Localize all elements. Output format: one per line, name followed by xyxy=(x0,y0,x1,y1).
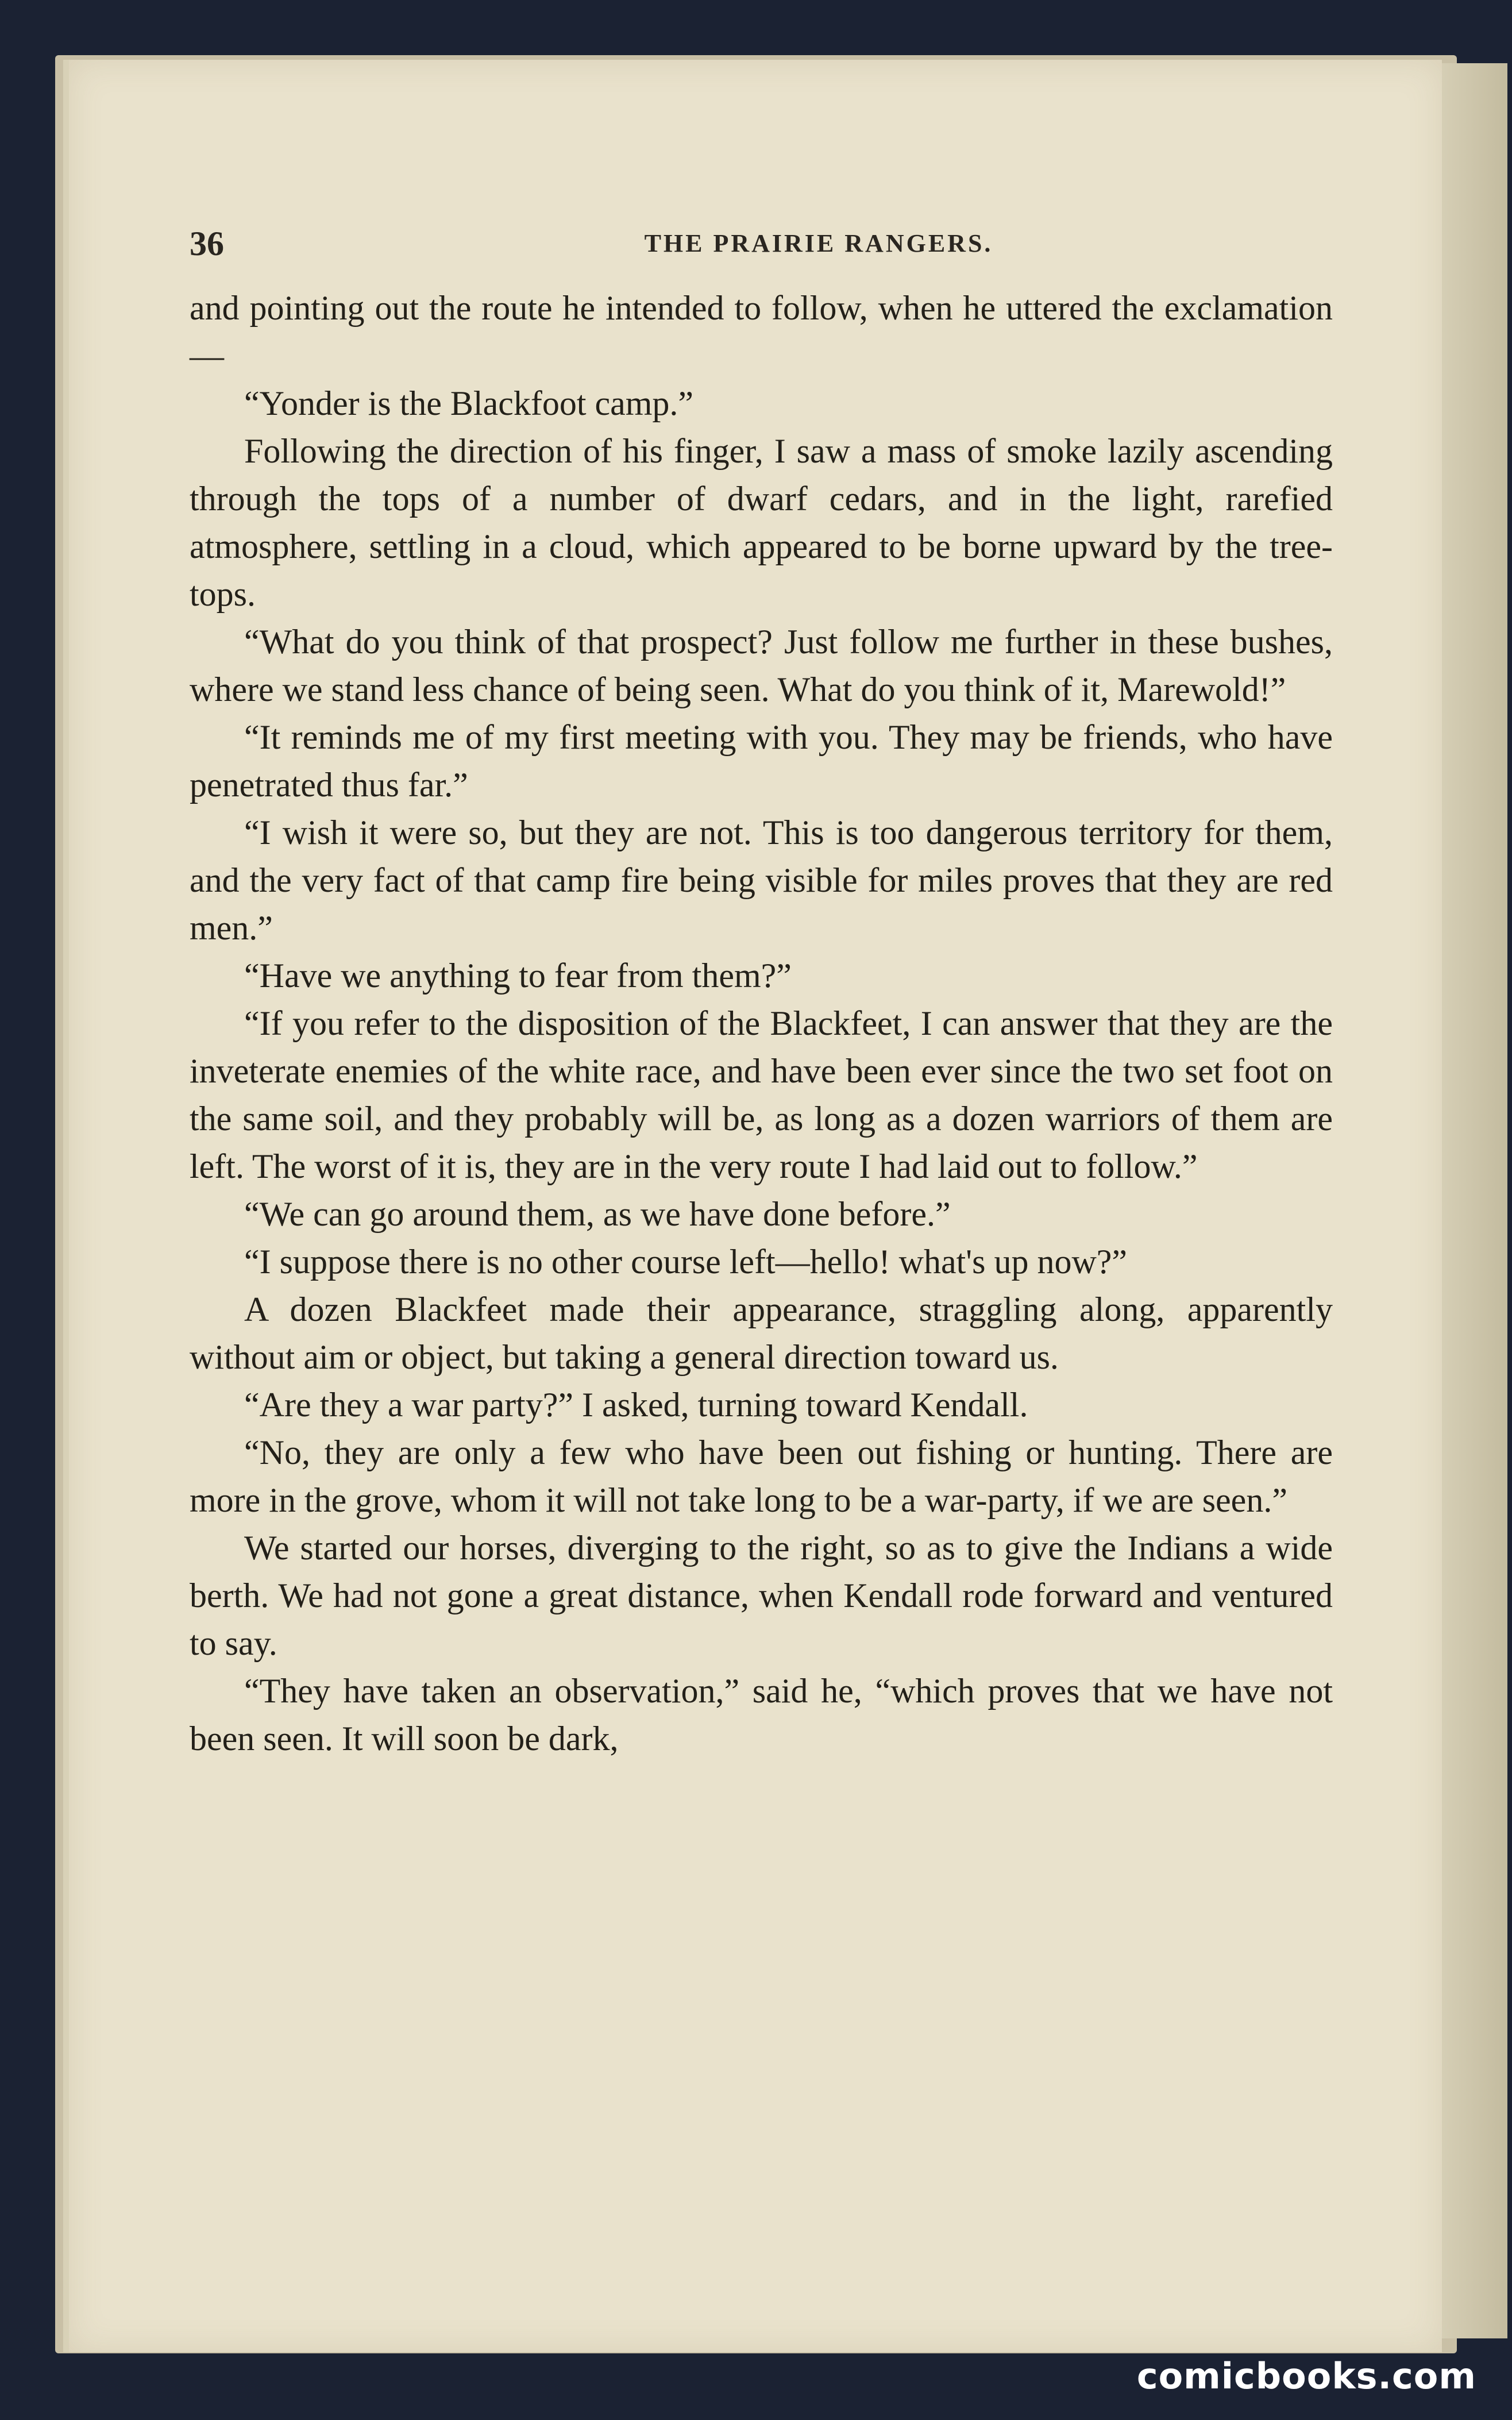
page-number: 36 xyxy=(190,225,224,263)
paragraph: “It reminds me of my first meeting with you. They may be friends, who have penetrated thus far.” xyxy=(190,718,1333,804)
paragraph: We started our horses, diverging to the right, so as to give the Indians a wide berth. We had not gone a great distance, when Kendall rode forward and ventured to say. xyxy=(190,1529,1333,1662)
paragraph: “I wish it were so, but they are not. This is too dangerous territory for them, and the very fact of that camp fire being visible for miles proves that they are red men.” xyxy=(190,814,1333,947)
paragraph: Following the direction of his finger, I saw a mass of smoke lazily ascending through the tops of a number of dwarf cedars, and in the light, rarefied atmosphere, settling in a cloud, which appeared to be borne upward by the tree-tops. xyxy=(190,432,1333,613)
paragraph: “If you refer to the disposition of the Blackfeet, I can answer that they are the inveterate enemies of the white race, and have been ever since the two set foot on the same soil, and they probably will be, as long as a dozen warriors of them are left. The worst of it is, they are in the very route I had laid out to follow.” xyxy=(190,1004,1333,1185)
paragraph: “Have we anything to fear from them?” xyxy=(244,957,792,995)
paragraph: “What do you think of that prospect? Just follow me further in these bushes, where we stand less chance of being seen. What do you think of it, Marewold!” xyxy=(190,623,1333,708)
paragraph: “Are they a war party?” I asked, turning toward Kendall. xyxy=(244,1386,1028,1424)
watermark: comicbooks.com xyxy=(1136,2355,1476,2397)
paragraph: “No, they are only a few who have been out fishing or hunting. There are more in the grove, whom it will not take long to be a war-party, if we are seen.” xyxy=(190,1433,1333,1519)
paragraph: “I suppose there is no other course left—hello! what's up now?” xyxy=(244,1243,1128,1281)
paragraph: “Yonder is the Blackfoot camp.” xyxy=(244,384,694,422)
paragraph: “We can go around them, as we have done before.” xyxy=(244,1195,951,1233)
paragraph: A dozen Blackfeet made their appearance, straggling along, apparently without aim or object, but taking a general direction toward us. xyxy=(190,1290,1333,1376)
paragraph: “They have taken an observation,” said he, “which proves that we have not been seen. It will soon be dark, xyxy=(190,1672,1333,1758)
paragraph: and pointing out the route he intended to follow, when he uttered the exclamation— xyxy=(190,289,1333,375)
page-header xyxy=(190,224,1333,270)
body-text xyxy=(190,284,1333,1763)
running-title: THE PRAIRIE RANGERS. xyxy=(644,229,993,257)
page-edges xyxy=(1430,63,1507,2338)
